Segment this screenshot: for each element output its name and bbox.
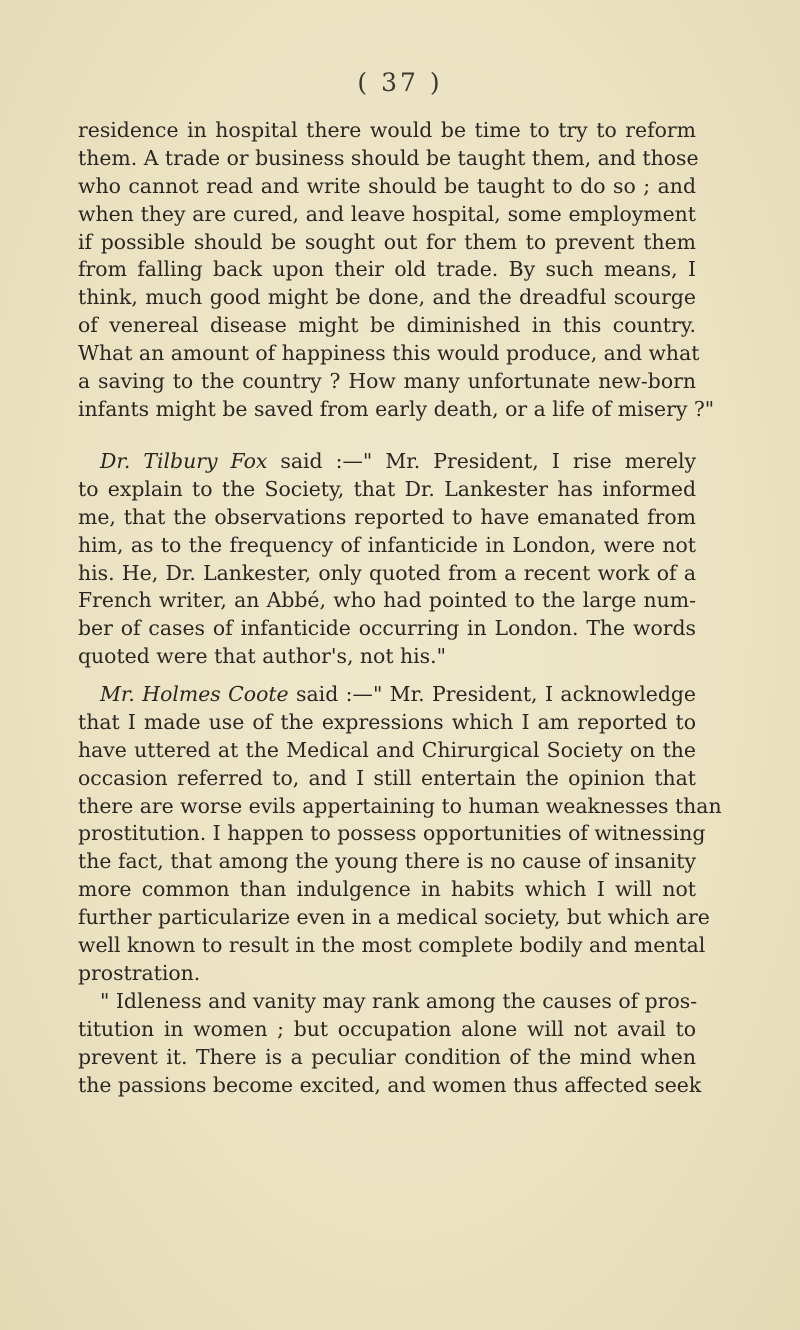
text-line: ber of cases of infanticide occurring in London. The words bbox=[78, 616, 696, 641]
speaker-name: Dr. Tilbury Fox bbox=[100, 449, 268, 473]
text-line: the fact, that among the young there is no cause of insanity bbox=[78, 849, 696, 874]
text-line: to explain to the Society, that Dr. Lankester has informed bbox=[78, 476, 696, 501]
text-line: prostitution. I happen to possess opportunities of witnessing bbox=[78, 821, 706, 846]
text-line: there are worse evils appertaining to human weaknesses than bbox=[78, 793, 722, 818]
speaker-line bbox=[78, 681, 696, 709]
paragraph-2 bbox=[78, 448, 696, 671]
text-line: them. A trade or business should be taught them, and those bbox=[78, 145, 699, 170]
text-line: quoted were that author's, not his." bbox=[78, 644, 446, 669]
text-line: residence in hospital there would be time to try to reform bbox=[78, 118, 696, 142]
text-line: that I made use of the expressions which I am reported to bbox=[78, 709, 696, 734]
text-line: if possible should be sought out for them to prevent them bbox=[78, 229, 696, 254]
text-line: a saving to the country ? How many unfortunate new-born bbox=[78, 369, 696, 394]
text-line: who cannot read and write should be taught to do so ; and bbox=[78, 173, 696, 198]
paragraph-3 bbox=[78, 681, 722, 988]
text-line: him, as to the frequency of infanticide in London, were not bbox=[78, 532, 696, 557]
text-line: further particularize even in a medical society, but which are bbox=[78, 905, 710, 930]
speaker-line-rest: said :—" Mr. President, I rise merely bbox=[267, 449, 697, 473]
text-line: the passions become excited, and women thus affected seek bbox=[78, 1072, 702, 1097]
text-line: " Idleness and vanity may rank among the causes of pros- bbox=[100, 989, 698, 1013]
text-line: his. He, Dr. Lankester, only quoted from a recent work of a bbox=[78, 560, 696, 585]
text-line: when they are cured, and leave hospital, some employment bbox=[78, 201, 696, 226]
paragraph-1 bbox=[78, 117, 715, 424]
text-line: What an amount of happiness this would produce, and what bbox=[78, 341, 700, 366]
speaker-name: Mr. Holmes Coote bbox=[100, 682, 289, 706]
page-number: ( 37 ) bbox=[357, 68, 443, 97]
text-line: have uttered at the Medical and Chirurgical Society on the bbox=[78, 737, 696, 762]
text-line: think, much good might be done, and the dreadful scourge bbox=[78, 285, 696, 310]
text-line: of venereal disease might be diminished in this country. bbox=[78, 313, 696, 338]
text-line: prevent it. There is a peculiar condition of the mind when bbox=[78, 1044, 696, 1069]
text-line: infants might be saved from early death, or a life of misery ?" bbox=[78, 396, 715, 421]
paragraph-4 bbox=[78, 988, 702, 1100]
text-line: French writer, an Abbé, who had pointed to the large num- bbox=[78, 588, 696, 613]
text-line: prostration. bbox=[78, 960, 201, 985]
text-line: well known to result in the most complete bodily and mental bbox=[78, 933, 706, 958]
text-line: me, that the observations reported to have emanated from bbox=[78, 504, 696, 529]
text-line: from falling back upon their old trade. By such means, I bbox=[78, 257, 696, 282]
text-line: titution in women ; but occupation alone will not avail to bbox=[78, 1016, 696, 1041]
text-line: more common than indulgence in habits which I will not bbox=[78, 877, 696, 902]
speaker-line bbox=[78, 448, 696, 476]
speaker-line-rest: said :—" Mr. President, I acknowledge bbox=[288, 682, 696, 706]
text-line: occasion referred to, and I still entertain the opinion that bbox=[78, 765, 696, 790]
